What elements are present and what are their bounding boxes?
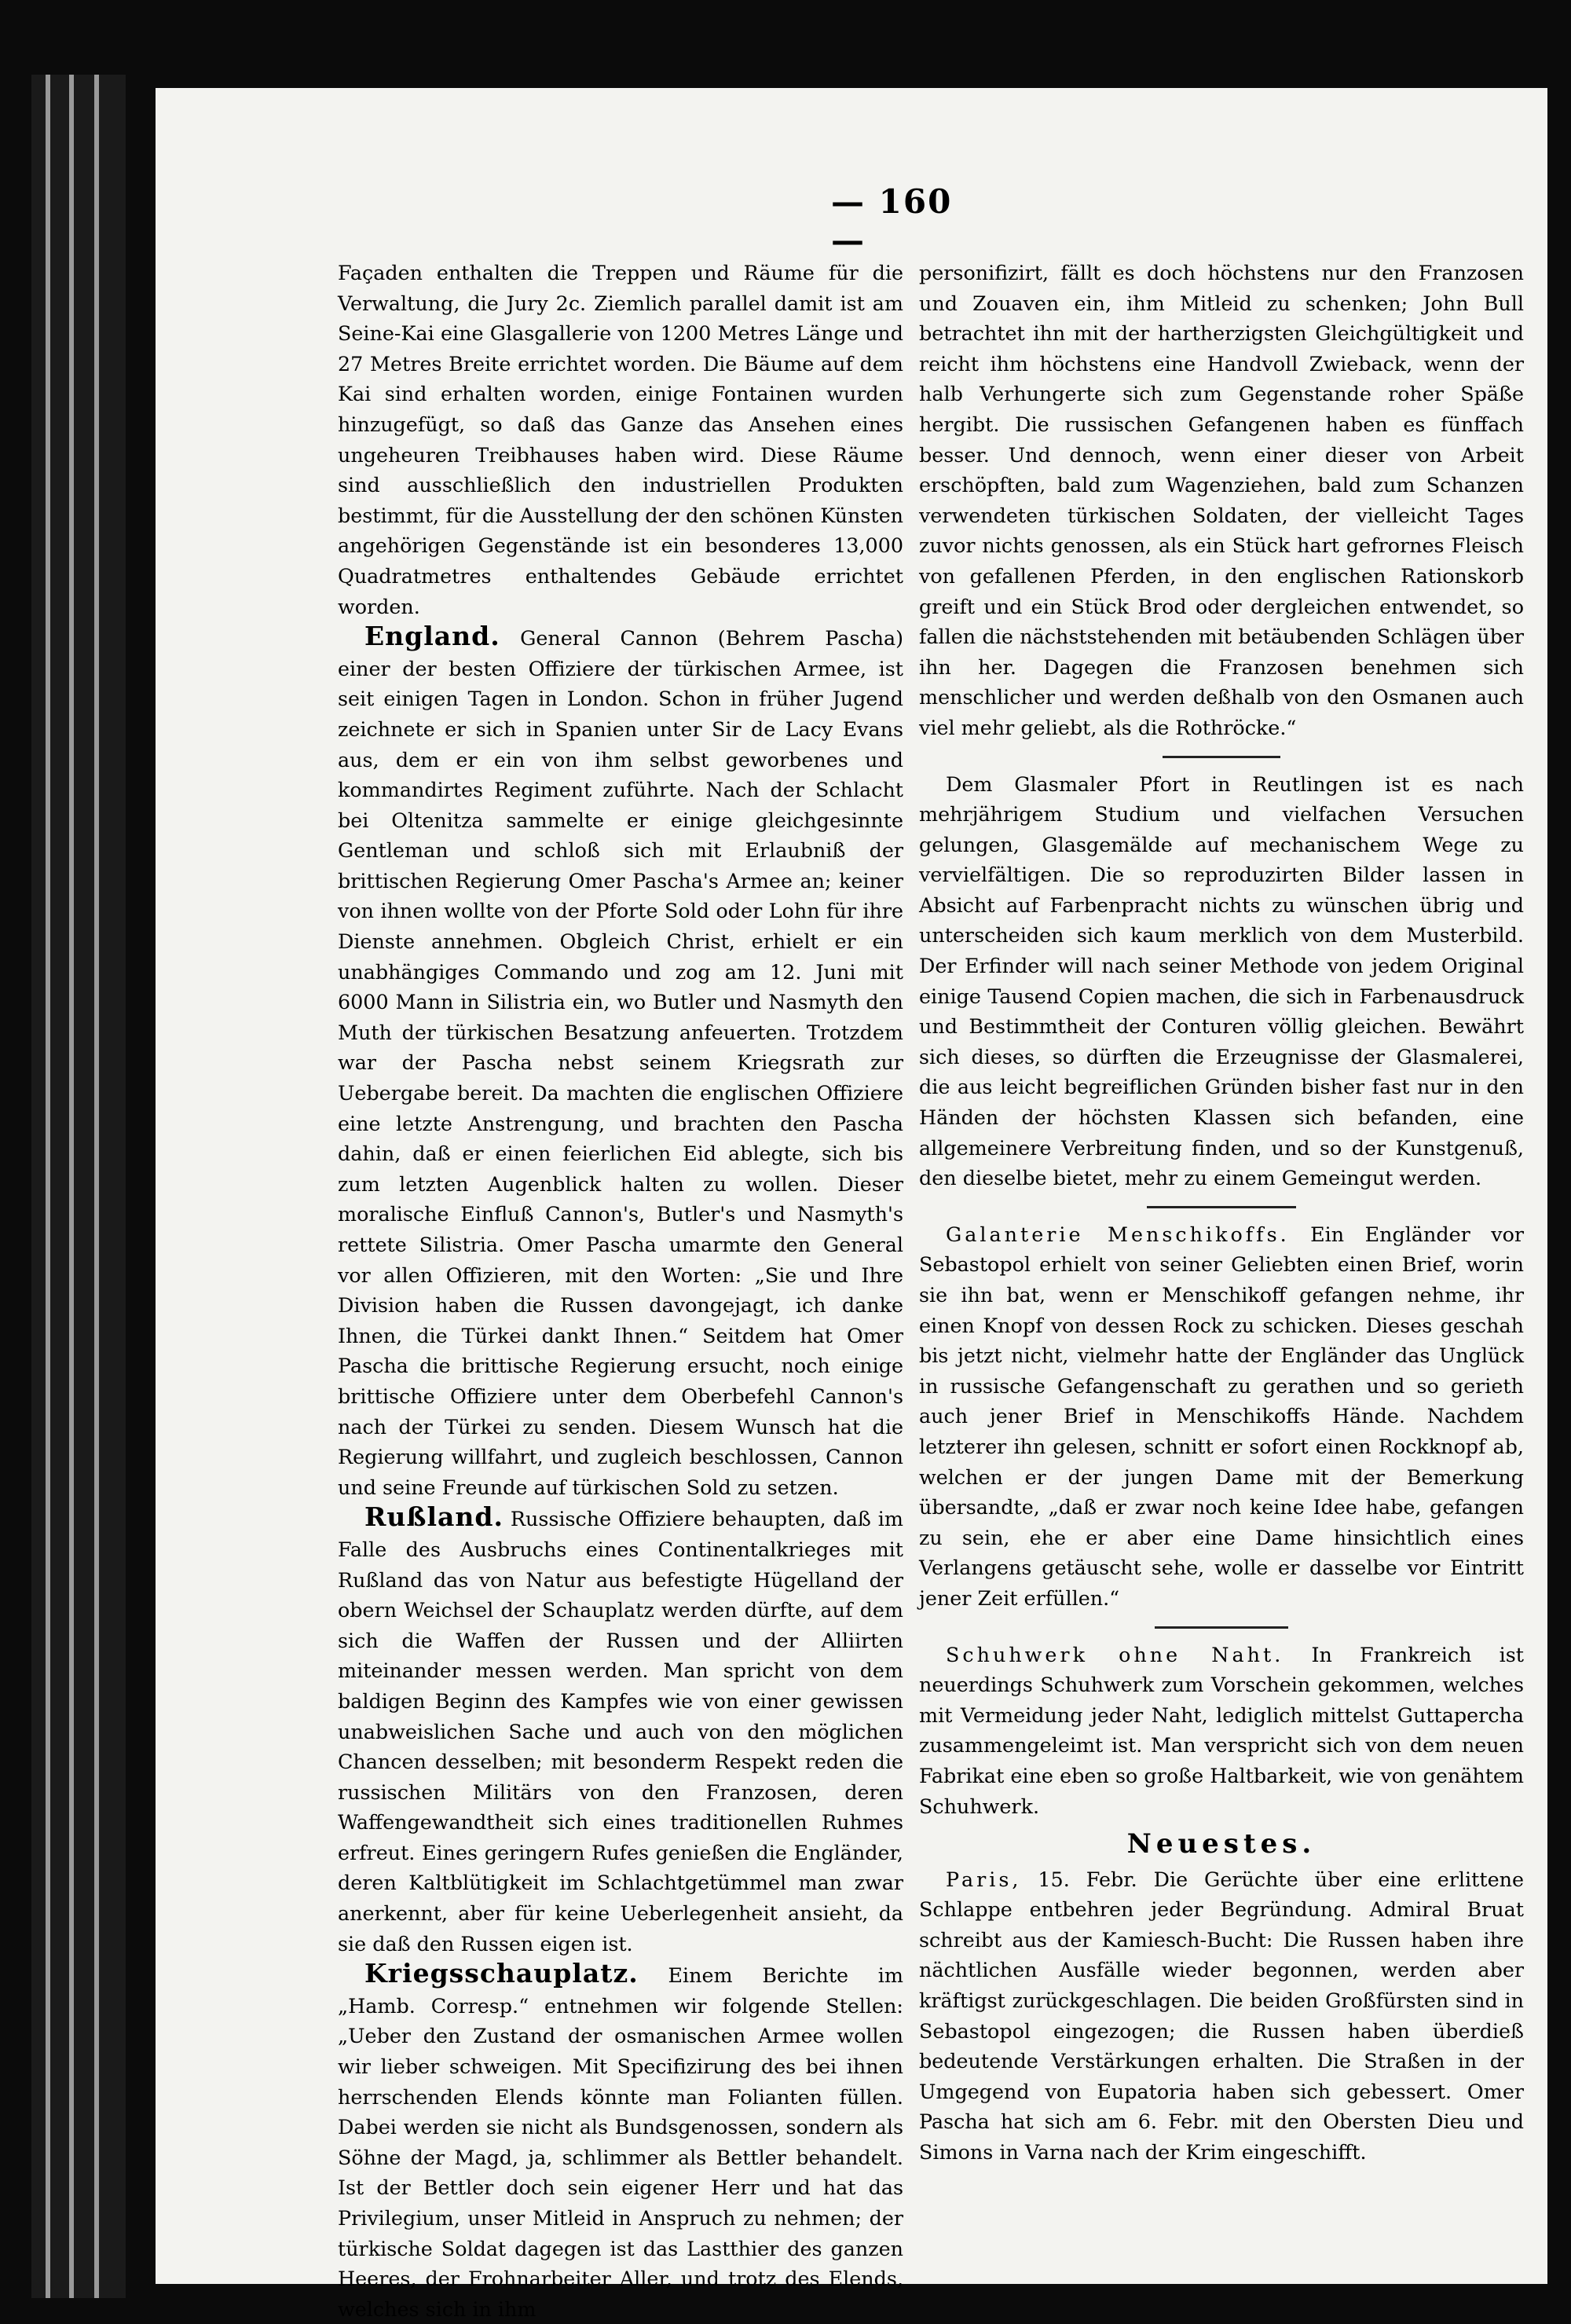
page-number: — 160 — bbox=[831, 182, 953, 259]
article-galanterie bbox=[919, 1219, 1524, 1614]
article-body: General Cannon (Behrem Pascha) einer der besten Offiziere der türkischen Armee, ist seit einigen Tagen in London. Schon in früher Jugend zeichnete er sich in Spanien unter Sir de Lacy Evans aus, dem er ein von ihm selbst geworbenes und kommandirtes Regiment zuführte. Nach der Schlacht bei Oltenitza sammelte er einige gleichgesinnte Gentleman und schloß sich mit Erlaubniß der brittischen Regierung Omer Pascha's Armee an; keiner von ihnen wollte von der Pforte Sold oder Lohn für ihre Dienste annehmen. Obgleich Christ, erhielt er ein unabhängiges Commando und zog am 12. Juni mit 6000 Mann in Silistria ein, wo Butler und Nasmyth den Muth der türkischen Besatzung anfeuerten. Trotzdem war der Pascha nebst seinem Kriegsrath zur Uebergabe bereit. Da machten die englischen Offiziere eine letzte Anstrengung, und brachten den Pascha dahin, daß er einen feierlichen Eid ablegte, sich bis zum letzten Augenblick halten zu wollen. Dieser moralische Einfluß Cannon's, Butler's und Nasmyth's rettete Silistria. Omer Pascha umarmte den General vor allen Offizieren, mit den Worten: „Sie und Ihre Division haben die Russen davongejagt, ich danke Ihnen, die Türkei dankt Ihnen.“ Seitdem hat Omer Pascha die brittische Regierung ersucht, noch einige brittische Offiziere unter dem Oberbefehl Cannon's nach der Türkei zu senden. Diesem Wunsch hat die Regierung willfahrt, und zugleich beschlossen, Cannon und seine Freunde auf türkischen Sold zu setzen. bbox=[338, 626, 903, 1499]
article-body: In Frankreich ist neuerdings Schuhwerk zum Vorschein gekommen, welches mit Vermeidung jeder Naht, lediglich mittelst Guttapercha zusammengeleimt ist. Man verspricht sich von dem neuen Fabrikat eine eben so große Haltbarkeit, wie von genähtem Schuhwerk. bbox=[919, 1642, 1524, 1818]
page-edge bbox=[46, 75, 50, 2298]
article-russland bbox=[338, 1502, 903, 1959]
section-heading: Schuhwerk ohne Naht. bbox=[946, 1642, 1284, 1666]
article-paris bbox=[919, 1864, 1524, 2168]
dateline: Paris, bbox=[946, 1867, 1022, 1891]
page-edge bbox=[69, 75, 74, 2298]
article-body: Ein Engländer vor Sebastopol erhielt von seiner Geliebten einen Brief, worin sie ihn bat, wenn er Menschikoff gefangen nehme, ihr einen Knopf von dessen Rock zu schicken. Dieses geschah bis jetzt nicht, vielmehr hatte der Engländer das Unglück in russische Gefangenschaft zu gerathen und so gerieth auch jener Brief in Menschikoffs Hände. Nachdem letzterer ihn gelesen, schnitt er sofort einen Rockknopf ab, welchen er der jungen Dame mit der Bemerkung übersandte, „daß er zwar noch keine Idee habe, gefangen zu sein, ehe er aber eine Dame hinsichtlich eines Verlangens getäuscht sehe, wolle er dasselbe vor Eintritt jener Zeit erfüllen.“ bbox=[919, 1222, 1524, 1610]
article-body: Einem Berichte im „Hamb. Corresp.“ entnehmen wir folgende Stellen: „Ueber den Zustand der osmanischen Armee wollen wir lieber schweigen. Mit Specifizirung des bei ihnen herrschenden Elends könnte man Folianten füllen. Dabei werden sie nicht als Bundsgenossen, sondern als Söhne der Magd, ja, schlimmer als Bettler behandelt. Ist der Bettler doch sein eigener Herr und hat das Privilegium, unser Mitleid in Anspruch zu nehmen; der türkische Soldat dagegen ist das Lastthier des ganzen Heeres, der Frohnarbeiter Aller, und trotz des Elends, welches sich in ihm bbox=[338, 1963, 903, 2321]
book-spine bbox=[31, 75, 126, 2298]
page-edge bbox=[94, 75, 99, 2298]
section-heading: Kriegsschauplatz. bbox=[364, 1958, 639, 1989]
article-pfort: Dem Glasmaler Pfort in Reutlingen ist es nach mehrjährigem Studium und vielfachen Versuchen gelungen, Glasgemälde auf mechanischem Wege zu vervielfältigen. Die so reproduzirten Bilder lassen in Absicht auf Farbenpracht nichts zu wünschen übrig und unterscheiden sich kaum merklich von dem Musterbild. Der Erfinder will nach seiner Methode von jedem Original einige Tausend Copien machen, die sich in Farbenausdruck und Bestimmtheit der Conturen völlig gleichen. Bewährt sich dieses, so dürften die Erzeugnisse der Glasmalerei, die aus leicht begreiflichen Gründen bisher fast nur in den Händen der höchsten Klassen sich befanden, eine allgemeinere Verbreitung finden, und so der Kunstgenuß, den dieselbe bietet, mehr zu einem Gemeingut werden. bbox=[919, 772, 1524, 1190]
article-body: 15. Febr. Die Gerüchte über eine erlittene Schlappe entbehren jeder Begründung. Admiral Bruat schreibt aus der Kamiesch-Bucht: Die Russen haben ihre nächtlichen Ausfälle wieder begonnen, werden aber kräftigst zurückgeschlagen. Die beiden Großfürsten sind in Sebastopol eingezogen; die Russen haben überdieß bedeutende Verstärkungen erhalten. Die Straßen in der Umgegend von Eupatoria haben sich gebessert. Omer Pascha hat sich am 6. Febr. mit den Obersten Dieu und Simons in Varna nach der Krim eingeschifft. bbox=[919, 1867, 1524, 2165]
article-continuation: personifizirt, fällt es doch höchstens nur den Franzosen und Zouaven ein, ihm Mitleid zu schenken; John Bull betrachtet ihn mit der hartherzigsten Gleichgültigkeit und reicht ihm höchstens eine Handvoll Zwieback, wenn der halb Verhungerte sich zum Gegenstande roher Späße hergibt. Die russischen Gefangenen haben es fünffach besser. Und dennoch, wenn einer dieser von Arbeit erschöpften, bald zum Wagenziehen, bald zum Schanzen verwendeten türkischen Soldaten, der vielleicht Tages zuvor nichts genossen, als ein Stück hart gefrornes Fleisch von gefallenen Pferden, in den englischen Rationskorb greift und ein Stück Brod oder dergleichen entwendet, so fallen die nächststehenden mit betäubenden Schlägen über ihn her. Dagegen die Franzosen benehmen sich menschlicher und werden deßhalb von den Osmanen auch viel mehr geliebt, als die Rothröcke.“ bbox=[919, 261, 1524, 739]
left-column bbox=[338, 258, 903, 2324]
divider bbox=[1155, 1626, 1288, 1629]
right-column bbox=[919, 258, 1524, 2168]
article-england bbox=[338, 621, 903, 1502]
article-schuhwerk bbox=[919, 1640, 1524, 1822]
section-heading: Rußland. bbox=[364, 1501, 504, 1533]
article-body: Russische Offiziere behaupten, daß im Falle des Ausbruchs eines Continentalkrieges mit Rußland das von Natur aus befestigte Hügelland der obern Weichsel der Schauplatz werden dürfte, auf dem sich die Waffen der Russen und der Alliirten miteinander messen werden. Man spricht von dem baldigen Beginn des Kampfes wie von einer gewissen unabweislichen Sache und auch von den möglichen Chancen desselben; mit besonderm Respekt reden die russischen Militärs von den Franzosen, deren Waffengewandtheit sich eines traditionellen Ruhmes erfreut. Eines geringern Rufes genießen die Engländer, deren Kaltblütigkeit im Schlachtgetümmel man zwar anerkennt, aber für keine Ueberlegenheit ansieht, da sie daß den Russen eigen ist. bbox=[338, 1507, 903, 1956]
article-continuation: Façaden enthalten die Treppen und Räume für die Verwaltung, die Jury 2c. Ziemlich parallel damit ist am Seine-Kai eine Glasgallerie von 1200 Metres Länge und 27 Metres Breite errichtet worden. Die Bäume auf dem Kai sind erhalten worden, einige Fontainen wurden hinzugefügt, so daß das Ganze das Ansehen eines ungeheuren Treibhauses haben wird. Diese Räume sind ausschließlich den industriellen Produkten bestimmt, für die Ausstellung der den schönen Künsten angehörigen Gegenstände ist ein besonderes 13,000 Quadratmetres enthaltendes Gebäude errichtet worden. bbox=[338, 261, 903, 618]
divider bbox=[1147, 1206, 1296, 1208]
article-kriegsschauplatz bbox=[338, 1959, 903, 2324]
section-heading: England. bbox=[364, 621, 500, 652]
section-heading: Galanterie Menschikoffs. bbox=[946, 1222, 1290, 1246]
divider bbox=[1163, 756, 1280, 758]
section-title-neuestes: Neuestes. bbox=[1126, 1828, 1316, 1860]
